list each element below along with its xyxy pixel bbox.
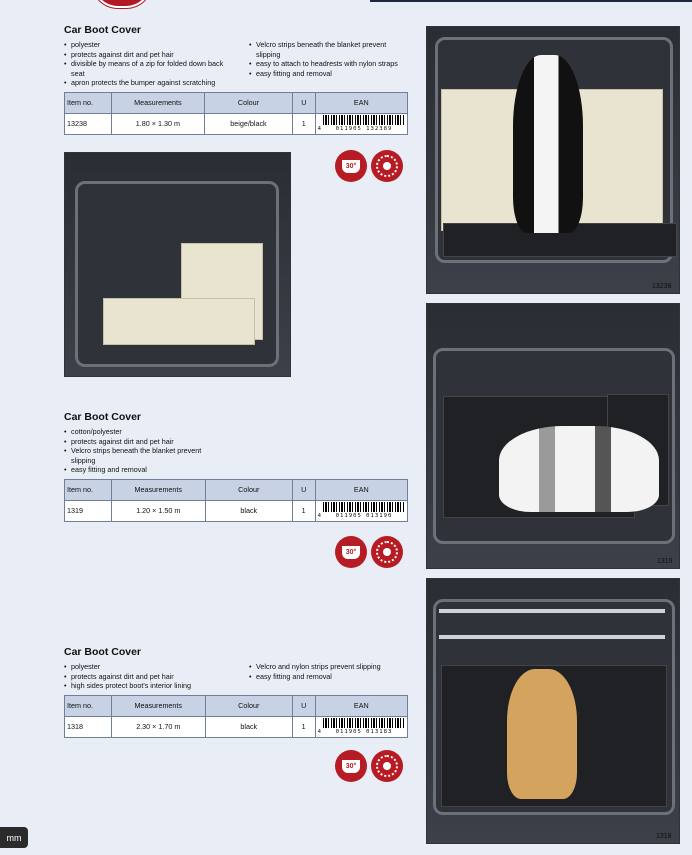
feature-item: • easy fitting and removal <box>249 672 408 682</box>
ean-first-digit: 4 <box>317 512 321 519</box>
feature-list-left <box>64 662 235 691</box>
spec-table <box>64 479 408 522</box>
zoom-tab[interactable]: mm <box>0 827 28 848</box>
measurements: 2.30 × 1.70 m <box>111 716 205 737</box>
header-measurements: Measurements <box>111 479 205 500</box>
machine-washable-icon <box>371 536 403 568</box>
wash-30-icon: 30° <box>335 150 367 182</box>
header-measurements: Measurements <box>111 695 205 716</box>
header-measurements: Measurements <box>111 92 204 113</box>
feature-item: • apron protects the bumper against scratching <box>64 78 235 88</box>
feature-item: • polyester <box>64 662 235 672</box>
ean-first-digit: 4 <box>317 125 321 132</box>
header-colour: Colour <box>205 479 292 500</box>
top-rule <box>370 0 692 2</box>
feature-list <box>64 662 408 691</box>
product-1319 <box>64 411 408 522</box>
barcode-lines <box>323 115 405 125</box>
header-item-no: Item no. <box>65 92 112 113</box>
care-icons <box>335 750 403 782</box>
colour: beige/black <box>204 113 292 134</box>
spec-header-row <box>65 479 408 500</box>
ean-barcode <box>315 500 407 521</box>
colour: black <box>205 500 292 521</box>
ean-first-digit: 4 <box>317 728 321 735</box>
spec-header-row <box>65 695 408 716</box>
item-no: 1318 <box>65 716 112 737</box>
ean-barcode <box>315 113 407 134</box>
product-title: Car Boot Cover <box>64 411 142 423</box>
colour: black <box>205 716 292 737</box>
wash-30-icon: 30° <box>335 750 367 782</box>
brand-logo-fragment <box>92 0 152 8</box>
product-title: Car Boot Cover <box>64 24 142 36</box>
feature-item: • divisible by means of a zip for folded down back seat <box>64 59 235 78</box>
item-no: 1319 <box>65 500 112 521</box>
unit: 1 <box>292 113 315 134</box>
feature-list <box>64 40 408 88</box>
photo-code-1318: 1318 <box>656 833 672 840</box>
header-ean: EAN <box>315 695 407 716</box>
feature-list-right <box>249 40 408 88</box>
care-icons <box>335 536 403 568</box>
header-ean: EAN <box>315 92 407 113</box>
header-unit: U <box>292 479 315 500</box>
unit: 1 <box>292 716 315 737</box>
photo-code-1319: 1319 <box>657 558 673 565</box>
wash-30-icon: 30° <box>335 536 367 568</box>
feature-list-left <box>64 40 235 88</box>
header-colour: Colour <box>204 92 292 113</box>
product-photo-1318 <box>426 578 680 844</box>
header-unit: U <box>292 92 315 113</box>
spec-row <box>65 500 408 521</box>
ean-digits: 011905 013190 <box>335 512 393 519</box>
feature-item: • easy fitting and removal <box>249 69 408 79</box>
feature-item: • protects against dirt and pet hair <box>64 672 235 682</box>
ean-barcode <box>315 716 407 737</box>
feature-item: • easy to attach to headrests with nylon straps <box>249 59 408 69</box>
spec-table <box>64 695 408 738</box>
product-photo-1319 <box>426 303 680 569</box>
spec-header-row <box>65 92 408 113</box>
feature-item: • polyester <box>64 40 235 50</box>
feature-list-right <box>249 662 408 691</box>
header-colour: Colour <box>205 695 292 716</box>
barcode-lines <box>323 502 405 512</box>
spec-row <box>65 716 408 737</box>
feature-list-left <box>64 427 214 475</box>
feature-item: • cotton/polyester <box>64 427 214 437</box>
feature-list <box>64 427 408 475</box>
item-no: 13238 <box>65 113 112 134</box>
spec-table <box>64 92 408 135</box>
spec-row <box>65 113 408 134</box>
product-photo-13238-dog <box>426 26 680 294</box>
ean-digits: 011905 132389 <box>335 125 393 132</box>
header-ean: EAN <box>315 479 407 500</box>
header-item-no: Item no. <box>65 695 112 716</box>
product-1318 <box>64 646 408 738</box>
header-item-no: Item no. <box>65 479 112 500</box>
machine-washable-icon <box>371 750 403 782</box>
barcode-lines <box>323 718 405 728</box>
unit: 1 <box>292 500 315 521</box>
feature-item: • Velcro strips beneath the blanket prevent slipping <box>249 40 408 59</box>
machine-washable-icon <box>371 150 403 182</box>
photo-code-13238: 13238 <box>652 283 672 290</box>
care-icons <box>335 150 403 182</box>
ean-digits: 011905 013183 <box>335 728 393 735</box>
feature-item: • Velcro and nylon strips prevent slipping <box>249 662 408 672</box>
measurements: 1.20 × 1.50 m <box>111 500 205 521</box>
feature-item: • protects against dirt and pet hair <box>64 50 235 60</box>
product-photo-13238-boot <box>64 152 291 377</box>
feature-item: • protects against dirt and pet hair <box>64 437 214 447</box>
feature-item: • easy fitting and removal <box>64 465 214 475</box>
product-13238 <box>64 24 408 135</box>
feature-item: • Velcro strips beneath the blanket prevent slipping <box>64 446 214 465</box>
measurements: 1.80 × 1.30 m <box>111 113 204 134</box>
product-title: Car Boot Cover <box>64 646 142 658</box>
header-unit: U <box>292 695 315 716</box>
feature-item: • high sides protect boot's interior lining <box>64 681 235 691</box>
